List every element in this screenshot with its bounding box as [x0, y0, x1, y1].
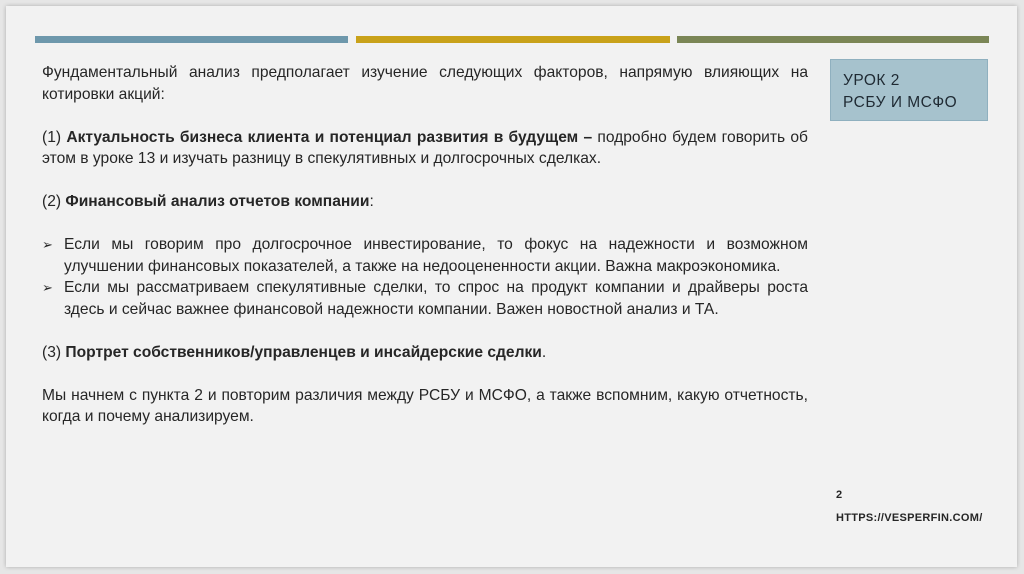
- point-2-text: :: [369, 193, 374, 210]
- point-2-heading: Финансовый анализ отчетов компании: [65, 193, 370, 210]
- bullet-text: Если мы говорим про долгосрочное инвестирование, то фокус на надежности и возможном улучшении финансовых показателей, а также на недооцененности акции. Важна макроэкономика.: [64, 236, 808, 275]
- top-bar-blue: [35, 36, 348, 43]
- slide-body: [42, 62, 808, 428]
- point-3-heading: Портрет собственников/управленцев и инсайдерские сделки: [65, 343, 542, 361]
- point-2-number: (2): [42, 193, 66, 210]
- point-1: [42, 127, 808, 170]
- lesson-topic: РСБУ И МСФО: [843, 94, 958, 111]
- page-number: 2: [836, 489, 843, 501]
- lesson-badge: [830, 59, 988, 121]
- bullet-item: [42, 277, 808, 320]
- arrow-bullet-icon: ➢: [42, 280, 53, 295]
- point-3: [42, 342, 808, 364]
- point-1-text: подробно будем говорить об этом в уроке 13 и изучать разницу в спекулятивных и долгосрочных сделках.: [42, 128, 808, 167]
- site-url: HTTPS://VESPERFIN.COM/: [836, 512, 983, 524]
- lesson-number: УРОК 2: [843, 72, 900, 89]
- intro-text: Фундаментальный анализ предполагает изучение следующих факторов, напрямую влияющих на котировки акций:: [42, 64, 808, 103]
- slide: [6, 6, 1017, 567]
- arrow-bullet-icon: ➢: [42, 237, 53, 252]
- closing-text: Мы начнем с пункта 2 и повторим различия между РСБУ и МСФО, а также вспомним, какую отчетность, когда и почему анализируем.: [42, 386, 808, 425]
- point-2: [42, 191, 808, 213]
- point-1-heading: Актуальность бизнеса клиента и потенциал развития в будущем –: [66, 128, 593, 146]
- top-bar-olive: [677, 36, 989, 43]
- point-1-number: (1): [42, 128, 67, 146]
- bullet-text: Если мы рассматриваем спекулятивные сделки, то спрос на продукт компании и драйверы роста здесь и сейчас важнее финансовой надежности компании. Важен новостной анализ и ТА.: [64, 279, 808, 318]
- point-3-text: .: [541, 343, 547, 361]
- top-bar-gold: [356, 36, 670, 43]
- bullet-item: [42, 234, 808, 277]
- point-3-number: (3): [42, 343, 66, 361]
